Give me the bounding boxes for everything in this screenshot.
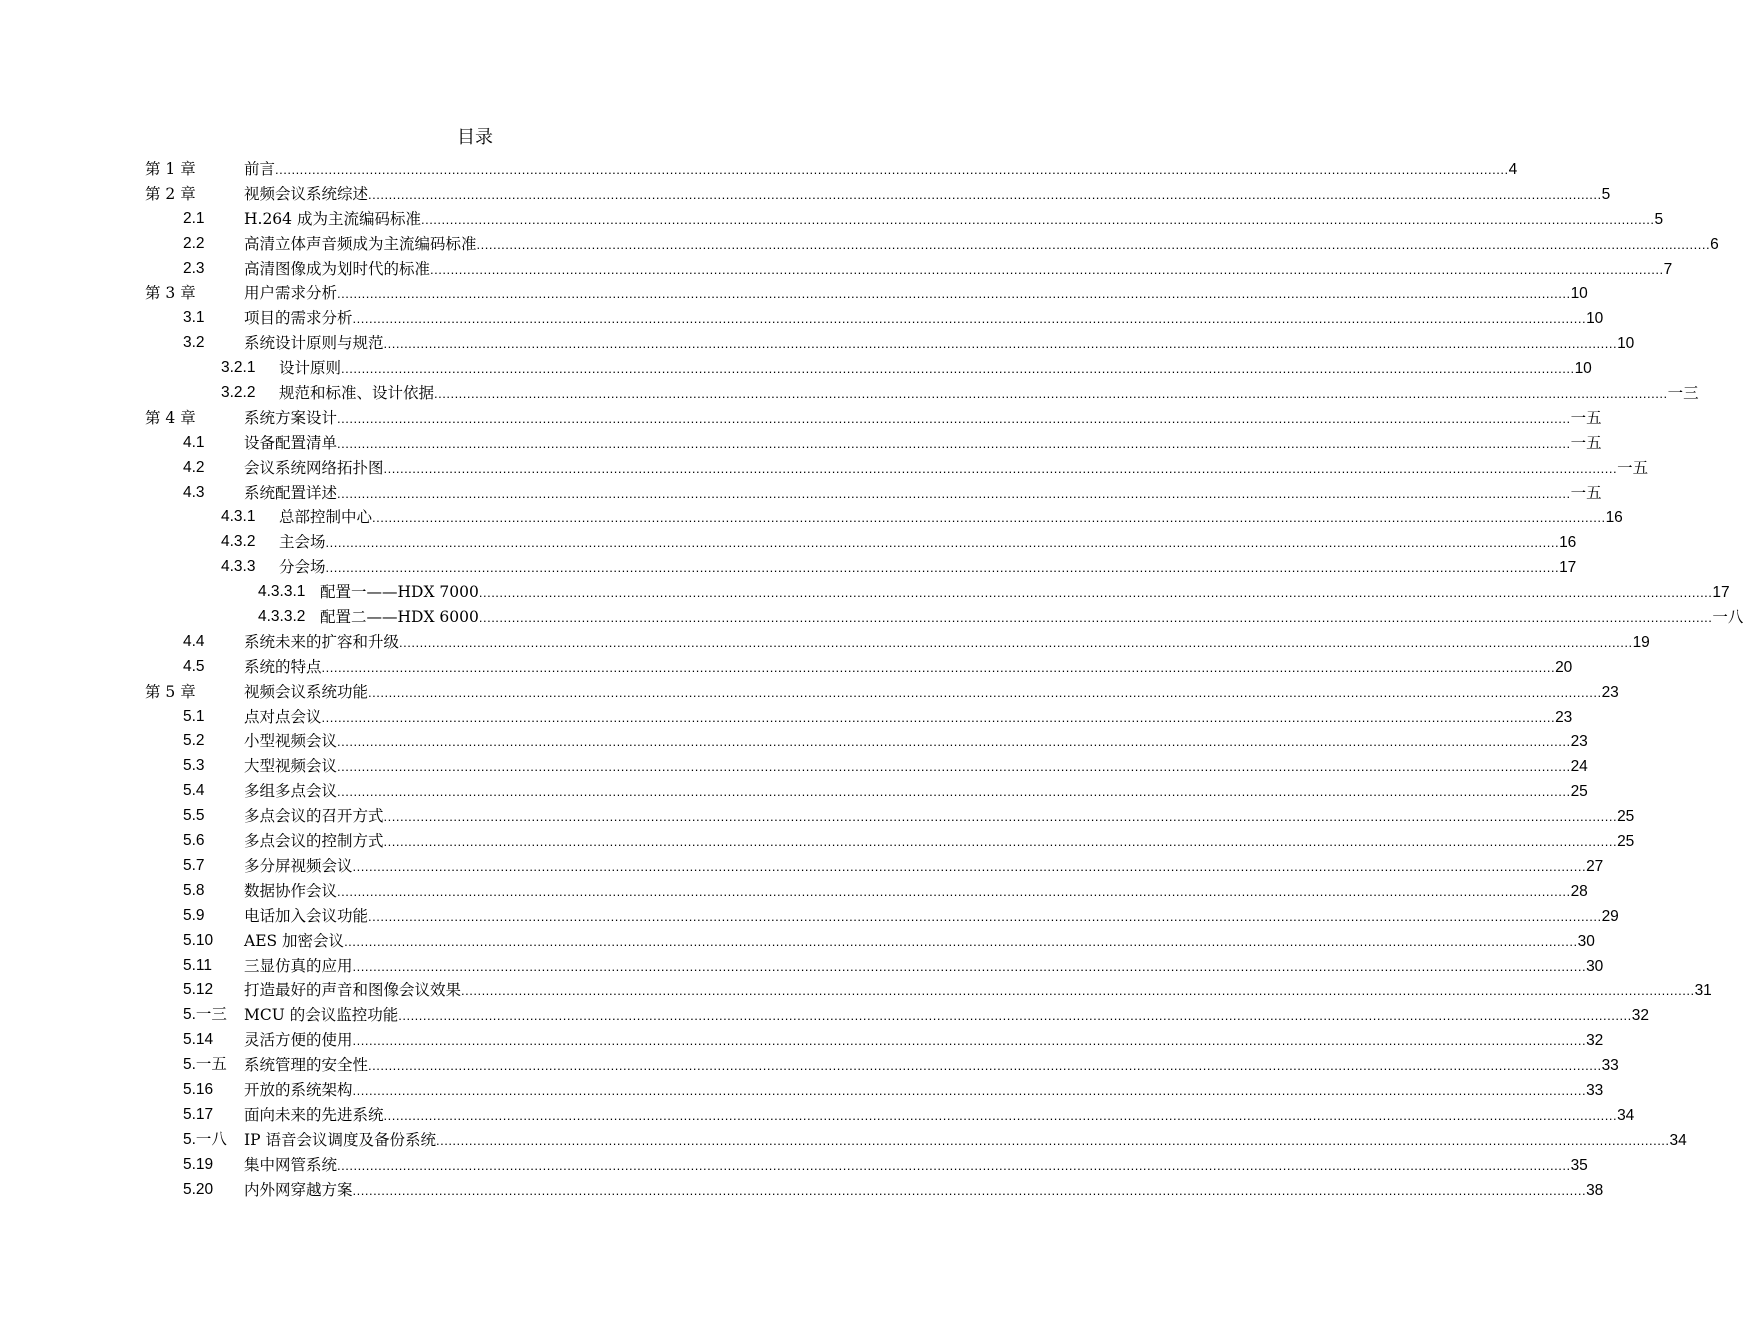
toc-entry-page: 31 (1694, 982, 1712, 1000)
toc-entry[interactable] (0, 331, 1635, 356)
toc-entry-number: 4.2 (183, 458, 205, 476)
toc-entry-number: 5.8 (183, 881, 205, 899)
toc-entry-title: 大型视频会议 (244, 757, 338, 776)
toc-entry-line (244, 978, 1712, 1004)
toc-entry-line (320, 605, 1743, 631)
toc-entry-number: 4.3.3.2 (258, 608, 306, 626)
toc-entry-page: 27 (1586, 857, 1604, 875)
toc-dot-leader: ............................................................................................................................................................................................................................................................................................................ (275, 162, 1509, 177)
toc-dot-leader: ............................................................................................................................................................................................................................................................................................................ (352, 1033, 1587, 1049)
toc-entry-page: 32 (1586, 1032, 1604, 1050)
toc-entry-line (244, 1078, 1604, 1104)
toc-entry-title: 前言 (244, 160, 276, 178)
toc-entry-line (244, 157, 1518, 183)
toc-entry-line (244, 1128, 1687, 1154)
toc-entry-page: 38 (1586, 1181, 1604, 1199)
toc-entry-line (244, 406, 1602, 432)
toc-entry[interactable] (0, 879, 1588, 904)
toc-entry-line (279, 381, 1699, 407)
toc-entry-title: 设计原则 (279, 359, 342, 378)
toc-entry-number: 5.19 (183, 1155, 214, 1173)
toc-entry-number: 3.2.1 (221, 359, 256, 377)
toc-entry-number: 5.一五 (183, 1056, 227, 1074)
toc-dot-leader: ............................................................................................................................................................................................................................................................................................................ (325, 535, 1560, 551)
toc-dot-leader: ............................................................................................................................................................................................................................................................................................................ (337, 485, 1571, 501)
toc-entry-number: 5.11 (183, 956, 213, 974)
toc-dot-leader: ............................................................................................................................................................................................................................................................................................................ (383, 834, 1618, 850)
toc-entry-page: 一三 (1667, 385, 1699, 403)
toc-entry-number: 5.3 (183, 757, 205, 775)
toc-entry-number: 4.3.2 (221, 533, 256, 551)
toc-dot-leader: ............................................................................................................................................................................................................................................................................................................ (337, 410, 1571, 426)
toc-entry-page: 10 (1617, 335, 1635, 353)
toc-entry[interactable] (0, 1128, 1687, 1153)
toc-entry-page: 7 (1663, 260, 1673, 278)
toc-entry-line (244, 854, 1604, 880)
toc-entry-number: 5.一八 (183, 1130, 227, 1148)
toc-entry-page: 4 (1508, 161, 1518, 178)
toc-entry-title: 分会场 (279, 558, 326, 577)
toc-dot-leader: ............................................................................................................................................................................................................................................................................................................ (383, 460, 1618, 476)
toc-entry-number: 5.7 (183, 856, 205, 874)
toc-entry-number: 3.2 (183, 334, 205, 352)
toc-entry-page: 24 (1570, 758, 1588, 776)
toc-entry[interactable] (0, 655, 1573, 680)
toc-dot-leader: ............................................................................................................................................................................................................................................................................................................ (337, 435, 1571, 451)
toc-entry-title: 数据协作会议 (244, 881, 338, 900)
toc-dot-leader: ............................................................................................................................................................................................................................................................................................................ (321, 659, 1556, 675)
toc-entry-page: 30 (1577, 932, 1595, 950)
toc-entry-line (244, 1003, 1650, 1029)
toc-entry-number: 5.5 (183, 807, 205, 825)
toc-entry-page: 一五 (1570, 409, 1602, 427)
toc-entry-number: 第 1 章 (145, 160, 196, 178)
toc-entry-line (244, 779, 1588, 805)
toc-dot-leader: ............................................................................................................................................................................................................................................................................................................ (420, 211, 1655, 227)
toc-entry-page: 16 (1559, 534, 1577, 552)
toc-entry[interactable] (0, 281, 1588, 306)
toc-entry[interactable] (0, 630, 1650, 655)
toc-entry-page: 30 (1586, 957, 1604, 975)
toc-entry-number: 4.1 (183, 433, 205, 451)
toc-entry[interactable] (0, 754, 1588, 779)
toc-dot-leader: ............................................................................................................................................................................................................................................................................................................ (325, 560, 1560, 576)
toc-entry[interactable] (0, 381, 1699, 406)
toc-entry-line (244, 1028, 1604, 1054)
toc-entry-line (244, 481, 1602, 507)
table-of-contents (0, 157, 1743, 1202)
toc-entry-title: 视频会议系统综述 (244, 184, 369, 203)
toc-entry-page: 23 (1601, 683, 1619, 701)
toc-entry-title: 系统的特点 (244, 657, 322, 676)
toc-entry-page: 33 (1601, 1057, 1619, 1075)
toc-entry-title: MCU 的会议监控功能 (244, 1006, 399, 1025)
toc-entry[interactable] (0, 1178, 1604, 1203)
toc-entry-line (244, 804, 1635, 830)
toc-entry[interactable] (0, 257, 1673, 282)
toc-entry-number: 5.10 (183, 931, 214, 949)
toc-entry-line (244, 1178, 1604, 1204)
toc-entry-number: 5.2 (183, 732, 205, 750)
toc-dot-leader: ............................................................................................................................................................................................................................................................................................................ (352, 1182, 1587, 1198)
toc-entry-page: 34 (1617, 1106, 1635, 1124)
toc-entry[interactable] (0, 605, 1743, 630)
toc-dot-leader: ............................................................................................................................................................................................................................................................................................................ (368, 186, 1602, 202)
toc-entry-title: 视频会议系统功能 (244, 682, 369, 701)
toc-entry[interactable] (0, 1028, 1604, 1053)
toc-entry-number: 5.12 (183, 981, 214, 999)
toc-entry-page: 一五 (1570, 434, 1602, 452)
toc-entry-page: 17 (1559, 559, 1577, 577)
toc-entry-title: 面向未来的先进系统 (244, 1105, 384, 1124)
toc-entry-line (244, 655, 1573, 681)
toc-dot-leader: ............................................................................................................................................................................................................................................................................................................ (398, 1008, 1632, 1024)
toc-entry-number: 4.3.3.1 (258, 583, 306, 601)
toc-entry-number: 5.1 (183, 707, 205, 725)
toc-entry-title: 开放的系统架构 (244, 1080, 353, 1099)
toc-entry[interactable] (0, 580, 1730, 605)
toc-entry-title: H.264 成为主流编码标准 (244, 209, 421, 228)
page-title: 目录 (457, 127, 493, 148)
toc-entry-page: 10 (1570, 285, 1588, 303)
toc-entry-title: 电话加入会议功能 (244, 906, 369, 925)
toc-entry-page: 35 (1570, 1156, 1588, 1174)
toc-entry-line (244, 456, 1649, 482)
toc-dot-leader: ............................................................................................................................................................................................................................................................................................................ (337, 734, 1571, 750)
toc-entry-number: 4.3 (183, 483, 205, 501)
toc-entry-title: 系统未来的扩容和升级 (244, 632, 400, 651)
toc-entry[interactable] (0, 929, 1595, 954)
toc-dot-leader: ............................................................................................................................................................................................................................................................................................................ (383, 1107, 1618, 1123)
toc-dot-leader: ............................................................................................................................................................................................................................................................................................................ (341, 361, 1575, 377)
toc-entry-page: 29 (1601, 907, 1619, 925)
toc-entry-title: 系统配置详述 (244, 483, 338, 502)
toc-dot-leader: ............................................................................................................................................................................................................................................................................................................ (383, 809, 1618, 825)
toc-entry-number: 5.9 (183, 906, 205, 924)
toc-entry-title: 主会场 (279, 533, 326, 552)
toc-entry-page: 5 (1601, 185, 1611, 203)
toc-dot-leader: ............................................................................................................................................................................................................................................................................................................ (383, 336, 1618, 352)
toc-dot-leader: ............................................................................................................................................................................................................................................................................................................ (430, 261, 1664, 277)
toc-dot-leader: ............................................................................................................................................................................................................................................................................................................ (461, 983, 1695, 999)
toc-dot-leader: ............................................................................................................................................................................................................................................................................................................ (368, 908, 1602, 924)
toc-entry-title: 规范和标准、设计依据 (279, 384, 435, 403)
toc-dot-leader: ............................................................................................................................................................................................................................................................................................................ (321, 709, 1556, 725)
toc-entry-number: 4.3.1 (221, 508, 256, 526)
toc-entry-number: 3.2.2 (221, 384, 256, 402)
toc-entry-line (244, 207, 1664, 233)
toc-entry[interactable] (0, 1003, 1650, 1028)
toc-entry-line (279, 555, 1577, 581)
toc-entry-line (279, 356, 1592, 382)
toc-entry-page: 19 (1632, 633, 1650, 651)
toc-entry-page: 一八 (1712, 609, 1743, 627)
toc-entry[interactable] (0, 854, 1604, 879)
toc-entry-page: 5 (1654, 210, 1664, 228)
toc-dot-leader: ............................................................................................................................................................................................................................................................................................................ (368, 1058, 1602, 1074)
toc-entry-number: 第 2 章 (145, 184, 196, 203)
toc-entry-title: 小型视频会议 (244, 732, 338, 751)
toc-entry-line (244, 630, 1650, 656)
toc-dot-leader: ............................................................................................................................................................................................................................................................................................................ (478, 610, 1713, 626)
toc-dot-leader: ............................................................................................................................................................................................................................................................................................................ (352, 1082, 1587, 1098)
toc-entry-number: 5.17 (183, 1105, 214, 1123)
toc-entry-line (244, 257, 1673, 283)
toc-entry-page: 33 (1586, 1081, 1604, 1099)
toc-entry[interactable] (0, 904, 1619, 929)
toc-dot-leader: ............................................................................................................................................................................................................................................................................................................ (476, 236, 1711, 252)
toc-entry-line (244, 904, 1619, 930)
toc-entry-title: 系统设计原则与规范 (244, 334, 384, 353)
toc-entry[interactable] (0, 481, 1602, 506)
toc-entry-line (244, 954, 1604, 980)
toc-entry-page: 6 (1710, 235, 1719, 253)
toc-entry[interactable] (0, 978, 1712, 1003)
toc-dot-leader: ............................................................................................................................................................................................................................................................................................................ (337, 883, 1571, 899)
toc-entry-number: 4.5 (183, 657, 205, 675)
toc-entry-title: 多点会议的召开方式 (244, 807, 384, 826)
toc-entry-number: 5.一三 (183, 1006, 227, 1024)
toc-entry-page: 32 (1631, 1007, 1650, 1025)
toc-entry[interactable] (0, 729, 1588, 754)
toc-entry-line (279, 505, 1623, 531)
toc-entry-line (244, 182, 1611, 208)
toc-entry-title: 三显仿真的应用 (244, 956, 353, 975)
toc-entry-line (244, 232, 1719, 258)
toc-entry-number: 4.3.3 (221, 558, 256, 576)
toc-entry[interactable] (0, 306, 1604, 331)
toc-dot-leader: ............................................................................................................................................................................................................................................................................................................ (344, 933, 1578, 949)
toc-entry[interactable] (0, 232, 1719, 257)
toc-entry-title: 配置二——HDX 6000 (320, 608, 479, 627)
toc-entry[interactable] (0, 680, 1619, 705)
toc-entry-line (279, 530, 1577, 556)
toc-entry-title: 高清图像成为划时代的标准 (244, 259, 431, 278)
toc-entry-page: 25 (1570, 783, 1588, 801)
toc-entry-line (244, 431, 1602, 457)
toc-entry-number: 2.2 (183, 234, 205, 252)
toc-entry-page: 一五 (1617, 459, 1649, 477)
toc-dot-leader: ............................................................................................................................................................................................................................................................................................................ (352, 858, 1587, 874)
toc-entry-number: 第 5 章 (145, 682, 196, 701)
toc-entry-title: 配置一——HDX 7000 (320, 583, 479, 602)
toc-entry[interactable] (0, 1053, 1619, 1078)
toc-entry[interactable] (0, 1103, 1635, 1128)
toc-entry-line (244, 729, 1588, 755)
toc-dot-leader: ............................................................................................................................................................................................................................................................................................................ (352, 311, 1587, 327)
toc-entry-page: 10 (1586, 310, 1604, 328)
toc-entry-page: 23 (1570, 733, 1588, 751)
toc-entry-title: IP 语音会议调度及备份系统 (244, 1130, 436, 1149)
toc-entry-title: 总部控制中心 (279, 508, 373, 527)
toc-entry[interactable] (0, 356, 1592, 381)
toc-entry-title: 灵活方便的使用 (244, 1031, 353, 1050)
toc-entry[interactable] (0, 505, 1623, 530)
toc-entry-number: 4.4 (183, 632, 205, 650)
toc-entry-title: 内外网穿越方案 (244, 1180, 353, 1199)
toc-entry[interactable] (0, 431, 1602, 456)
toc-entry-number: 5.6 (183, 832, 205, 850)
toc-entry-page: 10 (1574, 360, 1592, 378)
toc-dot-leader: ............................................................................................................................................................................................................................................................................................................ (478, 585, 1713, 601)
toc-dot-leader: ............................................................................................................................................................................................................................................................................................................ (435, 1132, 1670, 1148)
toc-entry-line (244, 754, 1588, 780)
toc-entry-line (244, 1103, 1635, 1129)
toc-entry-number: 第 4 章 (145, 408, 196, 427)
toc-entry-line (244, 1053, 1619, 1079)
toc-dot-leader: ............................................................................................................................................................................................................................................................................................................ (368, 684, 1602, 700)
toc-entry-number: 2.1 (183, 209, 205, 227)
toc-entry[interactable] (0, 157, 1518, 182)
toc-entry-title: 多点会议的控制方式 (244, 832, 384, 851)
toc-entry[interactable] (0, 530, 1577, 555)
toc-entry-title: 会议系统网络拓扑图 (244, 458, 384, 477)
toc-entry[interactable] (0, 829, 1635, 854)
toc-entry-number: 5.16 (183, 1080, 214, 1098)
toc-entry[interactable] (0, 207, 1664, 232)
toc-entry-number: 5.4 (183, 782, 205, 800)
toc-entry-page: 25 (1617, 808, 1635, 826)
toc-entry-line (244, 1153, 1588, 1179)
toc-entry-title: AES 加密会议 (244, 931, 345, 950)
toc-dot-leader: ............................................................................................................................................................................................................................................................................................................ (434, 386, 1668, 402)
toc-entry-title: 高清立体声音频成为主流编码标准 (244, 234, 477, 253)
toc-entry[interactable] (0, 1153, 1588, 1178)
toc-entry-number: 5.20 (183, 1180, 214, 1198)
toc-entry-page: 17 (1712, 584, 1730, 602)
toc-entry-line (244, 929, 1595, 955)
toc-entry-title: 点对点会议 (244, 707, 322, 726)
toc-dot-leader: ............................................................................................................................................................................................................................................................................................................ (337, 759, 1571, 775)
toc-entry-page: 28 (1570, 882, 1588, 900)
toc-entry[interactable] (0, 555, 1577, 580)
toc-entry-number: 5.14 (183, 1031, 214, 1049)
toc-dot-leader: ............................................................................................................................................................................................................................................................................................................ (337, 1157, 1571, 1173)
toc-dot-leader: ............................................................................................................................................................................................................................................................................................................ (337, 784, 1571, 800)
toc-entry-line (244, 331, 1635, 357)
toc-entry-line (320, 580, 1730, 606)
toc-entry-title: 系统管理的安全性 (244, 1056, 369, 1075)
toc-entry-page: 20 (1555, 658, 1573, 676)
toc-dot-leader: ............................................................................................................................................................................................................................................................................................................ (372, 510, 1606, 526)
toc-entry[interactable] (0, 954, 1604, 979)
toc-entry[interactable] (0, 456, 1649, 481)
toc-entry-number: 3.1 (183, 309, 205, 327)
toc-entry-number: 第 3 章 (145, 284, 196, 303)
toc-entry-line (244, 680, 1619, 706)
toc-entry-page: 34 (1669, 1131, 1687, 1149)
toc-entry[interactable] (0, 1078, 1604, 1103)
toc-entry-title: 用户需求分析 (244, 284, 338, 303)
toc-entry-title: 系统方案设计 (244, 408, 338, 427)
toc-entry[interactable] (0, 406, 1602, 431)
toc-entry[interactable] (0, 182, 1611, 207)
toc-entry-page: 一五 (1570, 484, 1602, 502)
toc-entry[interactable] (0, 779, 1588, 804)
toc-entry-title: 设备配置清单 (244, 433, 338, 452)
toc-entry-page: 16 (1605, 509, 1623, 527)
toc-dot-leader: ............................................................................................................................................................................................................................................................................................................ (352, 958, 1587, 974)
toc-entry-line (244, 705, 1573, 731)
toc-entry-line (244, 281, 1588, 307)
toc-entry-line (244, 306, 1604, 332)
toc-entry-title: 打造最好的声音和图像会议效果 (244, 981, 462, 1000)
toc-entry[interactable] (0, 705, 1573, 730)
toc-entry-title: 集中网管系统 (244, 1155, 338, 1174)
toc-entry-title: 项目的需求分析 (244, 309, 353, 328)
toc-dot-leader: ............................................................................................................................................................................................................................................................................................................ (399, 634, 1633, 650)
toc-dot-leader: ............................................................................................................................................................................................................................................................................................................ (337, 286, 1571, 302)
toc-entry-title: 多分屏视频会议 (244, 856, 353, 875)
toc-entry-title: 多组多点会议 (244, 782, 338, 801)
toc-entry-number: 2.3 (183, 259, 205, 277)
toc-entry-page: 23 (1555, 708, 1573, 726)
toc-entry-line (244, 879, 1588, 905)
toc-entry-page: 25 (1617, 833, 1635, 851)
toc-entry[interactable] (0, 804, 1635, 829)
toc-entry-line (244, 829, 1635, 855)
